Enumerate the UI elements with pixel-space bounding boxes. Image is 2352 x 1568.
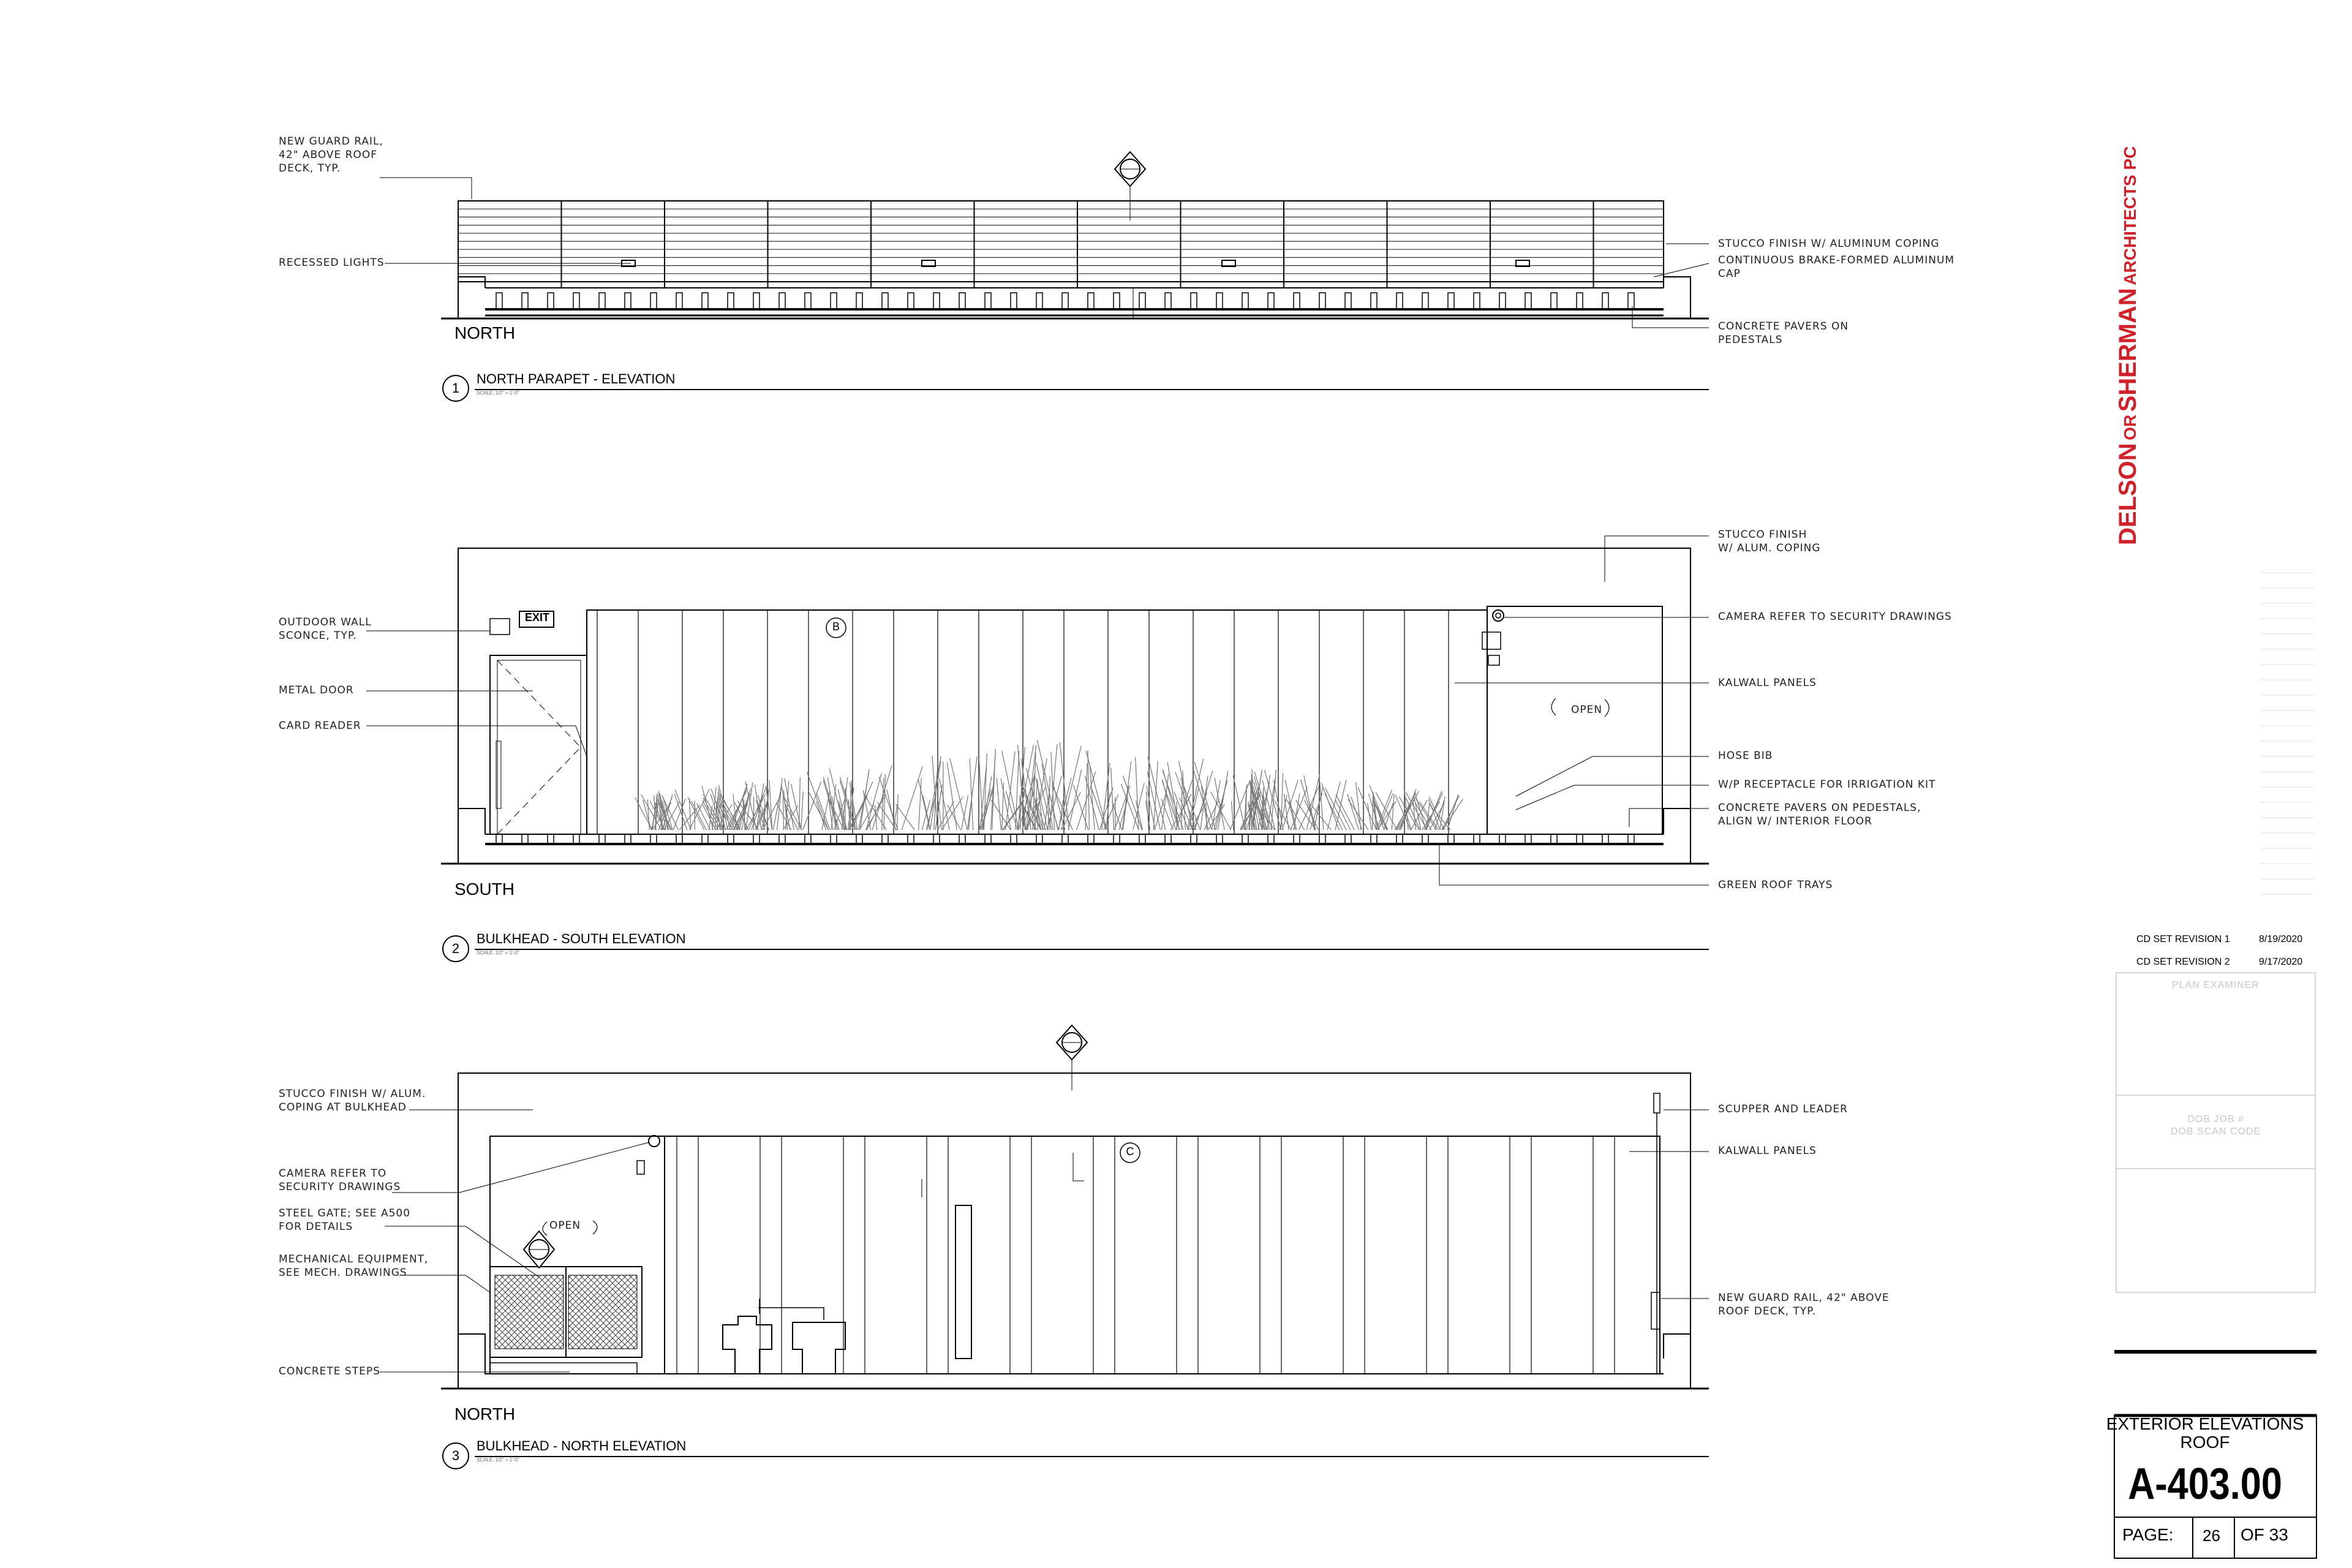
grass-blade (923, 796, 930, 830)
paver-pedestal (805, 834, 811, 844)
paver-pedestal (959, 834, 965, 844)
paver-pedestal (1165, 834, 1171, 844)
grass-blade (884, 774, 886, 830)
note-recessed-lights: RECESSED LIGHTS (279, 257, 385, 269)
paver-pedestal (522, 834, 528, 844)
note-steel-gate: STEEL GATE; SEE A500 FOR DETAILS (279, 1207, 411, 1233)
drawing-number: 2 (442, 935, 469, 962)
paver-pedestal (1088, 293, 1094, 309)
note-concrete-steps: CONCRETE STEPS (279, 1365, 380, 1378)
grass-blade (997, 778, 1001, 830)
grass-blade (950, 758, 967, 830)
note-stucco-bulkhead: STUCCO FINISH W/ ALUM. COPING AT BULKHEAD (279, 1088, 426, 1114)
drawing-title: BULKHEAD - NORTH ELEVATION (477, 1438, 687, 1453)
grass-blade (1183, 771, 1185, 830)
paver-pedestal (1268, 834, 1274, 844)
paver-pedestal (1036, 293, 1042, 309)
direction-label: NORTH (454, 323, 516, 342)
paver-pedestal (1448, 834, 1454, 844)
grass-blade (1294, 793, 1300, 830)
paver-pedestal (779, 834, 785, 844)
note-receptacle: W/P RECEPTACLE FOR IRRIGATION KIT (1718, 778, 1936, 791)
dob-label: DOB JOB # DOB SCAN CODE (2170, 1114, 2261, 1137)
paver-pedestal (496, 293, 502, 309)
grass-blade (1085, 763, 1087, 830)
note-guard-rail: NEW GUARD RAIL, 42" ABOVE ROOF DECK, TYP. (279, 135, 383, 175)
sheet-number: A-403.00 (2128, 1460, 2282, 1509)
note-wall-sconce: OUTDOOR WALL SCONCE, TYP. (279, 616, 372, 642)
paver-pedestal (728, 834, 734, 844)
drawing-number: 1 (442, 375, 469, 402)
grass-blade (807, 772, 828, 830)
grass-blade (1051, 752, 1055, 830)
tag-c: C (1126, 1145, 1134, 1158)
paver-pedestal (1062, 293, 1068, 309)
grass-blade (1399, 797, 1419, 830)
grass-blade (1336, 794, 1354, 830)
drawing-scale: SCALE: 1/2" = 1'-0" (477, 950, 519, 956)
sheet-title (2101, 1415, 2309, 1452)
exit-sign: EXIT (524, 611, 549, 624)
paver-pedestal (1602, 834, 1608, 844)
paver-pedestal (753, 834, 760, 844)
paver-pedestal (1474, 834, 1480, 844)
paver-pedestal (650, 293, 657, 309)
paver-pedestal (599, 293, 605, 309)
paver-pedestal (496, 834, 502, 844)
paver-pedestal (779, 293, 785, 309)
grass-blade (1319, 777, 1324, 830)
grass-blade (1322, 783, 1340, 830)
grass-blade (1111, 768, 1114, 830)
grass-blade (647, 799, 649, 830)
paver-pedestal (1165, 293, 1171, 309)
grass-blade (1358, 788, 1376, 830)
paver-pedestal (548, 293, 554, 309)
paver-pedestal (1551, 834, 1557, 844)
paver-pedestal (959, 293, 965, 309)
grass-blade (1163, 780, 1176, 830)
paver-pedestal (676, 834, 682, 844)
paver-pedestal (1191, 834, 1197, 844)
paver-pedestal (1628, 834, 1634, 844)
paver-pedestal (650, 834, 657, 844)
sheet-title-line2: ROOF (2180, 1433, 2230, 1452)
paver-pedestal (985, 293, 991, 309)
grass-blade (675, 790, 691, 830)
paver-pedestal (1422, 293, 1428, 309)
note-mechanical: MECHANICAL EQUIPMENT, SEE MECH. DRAWINGS (279, 1253, 429, 1279)
paver-pedestal (1114, 834, 1120, 844)
bulkhead-south-elevation (366, 536, 1709, 949)
paver-pedestal (522, 293, 528, 309)
paver-pedestal (1011, 834, 1017, 844)
tag-b: B (832, 620, 840, 633)
north-parapet-elevation (380, 178, 1709, 390)
note-concrete-pavers: CONCRETE PAVERS ON PEDESTALS (1718, 320, 1849, 346)
paver-pedestal (573, 293, 579, 309)
grass-blade (1280, 796, 1286, 830)
paver-pedestal (1062, 834, 1068, 844)
paver-pedestal (856, 293, 862, 309)
grass-blade (942, 797, 963, 830)
paver-pedestal (1216, 834, 1223, 844)
grass-blade (1233, 775, 1245, 830)
firm-name-part3: SHERMAN (2114, 288, 2141, 412)
paver-pedestal (1139, 834, 1145, 844)
paver-pedestal (985, 834, 991, 844)
firm-name-part4: ARCHITECTS PC (2120, 146, 2139, 285)
paver-pedestal (1319, 293, 1325, 309)
paver-pedestal (933, 293, 940, 309)
paver-pedestal (625, 293, 631, 309)
grass-blade (1002, 751, 1019, 830)
paver-pedestal (1242, 293, 1248, 309)
note-green-roof: GREEN ROOF TRAYS (1718, 879, 1833, 891)
paver-pedestal (805, 293, 811, 309)
drawing-title: NORTH PARAPET - ELEVATION (477, 371, 676, 386)
paver-pedestal (1371, 293, 1377, 309)
paver-pedestal (1474, 293, 1480, 309)
paver-pedestal (1577, 293, 1583, 309)
paver-pedestal (831, 293, 837, 309)
grass-blade (692, 801, 706, 830)
note-kalwall: KALWALL PANELS (1718, 677, 1817, 689)
open-label: OPEN (1571, 704, 1603, 716)
paver-pedestal (933, 834, 940, 844)
direction-label: SOUTH (454, 880, 514, 899)
grass-blade (1291, 786, 1307, 830)
grass-blade (897, 794, 899, 830)
paver-pedestal (1345, 834, 1351, 844)
paver-pedestal (1216, 293, 1223, 309)
note-stucco-finish: STUCCO FINISH W/ ALUM. COPING (1718, 529, 1821, 554)
paver-pedestal (1114, 293, 1120, 309)
page-total: OF 33 (2241, 1525, 2288, 1544)
paver-pedestal (1268, 293, 1274, 309)
paver-pedestal (1088, 834, 1094, 844)
paver-pedestal (1139, 293, 1145, 309)
grass-blade (1351, 797, 1362, 830)
paver-pedestal (1345, 293, 1351, 309)
paver-pedestal (1191, 293, 1197, 309)
paver-pedestal (1319, 834, 1325, 844)
paver-pedestal (1422, 834, 1428, 844)
bulkhead-north-elevation (380, 1047, 1709, 1457)
note-aluminum-cap: CONTINUOUS BRAKE-FORMED ALUMINUM CAP (1718, 254, 1955, 280)
revision-2-label: CD SET REVISION 2 (2136, 957, 2230, 967)
paver-pedestal (753, 293, 760, 309)
paver-pedestal (831, 834, 837, 844)
grass-blade (1442, 799, 1463, 830)
grass-blade (1042, 764, 1053, 830)
note-card-reader: CARD READER (279, 720, 361, 732)
paver-pedestal (728, 293, 734, 309)
revision-1-date: 8/19/2020 (2259, 934, 2303, 944)
firm-name-part1: DELSON (2114, 443, 2141, 545)
note-metal-door: METAL DOOR (279, 684, 354, 696)
paver-pedestal (1036, 834, 1042, 844)
paver-pedestal (1551, 293, 1557, 309)
page-label: PAGE: (2122, 1525, 2174, 1544)
note-camera: CAMERA REFER TO SECURITY DRAWINGS (279, 1167, 401, 1193)
paver-pedestal (908, 293, 914, 309)
title-block-frame (2114, 573, 2316, 1558)
grass-blade (1447, 794, 1458, 830)
drawing-number: 3 (442, 1442, 469, 1469)
grass-blade (690, 789, 710, 830)
grass-blade (1147, 792, 1149, 830)
paver-pedestal (1294, 834, 1300, 844)
revision-2-date: 9/17/2020 (2259, 957, 2303, 967)
grass-blade (777, 803, 791, 830)
paver-pedestal (676, 293, 682, 309)
sheet-title-line1: EXTERIOR ELEVATIONS (2106, 1414, 2304, 1433)
note-kalwall: KALWALL PANELS (1718, 1145, 1817, 1157)
page-number: 26 (2203, 1526, 2220, 1545)
grass-blade (689, 799, 690, 830)
paver-pedestal (1525, 293, 1531, 309)
paver-pedestal (1396, 293, 1403, 309)
grass-blade (962, 795, 968, 830)
paver-pedestal (702, 293, 708, 309)
revision-1-label: CD SET REVISION 1 (2136, 934, 2230, 944)
grass-blade (932, 756, 938, 830)
grass-blade (895, 804, 914, 830)
grass-blade (887, 790, 895, 830)
paver-pedestal (548, 834, 554, 844)
paver-pedestal (1011, 293, 1017, 309)
paver-pedestal (1396, 834, 1403, 844)
grass-blade (803, 782, 821, 830)
note-hose-bib: HOSE BIB (1718, 750, 1773, 762)
grass-blade (755, 801, 767, 830)
grass-blade (1115, 785, 1130, 830)
open-label: OPEN (549, 1219, 581, 1232)
paver-pedestal (1499, 293, 1506, 309)
drawing-scale: SCALE: 1/2" = 1'-0" (477, 1457, 519, 1463)
note-stucco-coping: STUCCO FINISH W/ ALUMINUM COPING (1718, 238, 1940, 250)
paver-pedestal (702, 834, 708, 844)
firm-name-part2: OR (2120, 414, 2139, 440)
paver-pedestal (882, 293, 888, 309)
paver-pedestal (599, 834, 605, 844)
paver-pedestal (1294, 293, 1300, 309)
paver-pedestal (882, 834, 888, 844)
grass-blade (1348, 794, 1359, 830)
direction-label: NORTH (454, 1404, 516, 1423)
paver-pedestal (1577, 834, 1583, 844)
grass-blade (764, 799, 765, 830)
note-scupper: SCUPPER AND LEADER (1718, 1103, 1848, 1115)
grass-blade (1416, 799, 1437, 830)
note-pavers-pedestals: CONCRETE PAVERS ON PEDESTALS, ALIGN W/ INTERIOR FLOOR (1718, 802, 1921, 827)
paver-pedestal (1448, 293, 1454, 309)
paver-pedestal (1602, 293, 1608, 309)
grass-blade (1335, 780, 1346, 830)
note-guard-rail: NEW GUARD RAIL, 42" ABOVE ROOF DECK, TYP. (1718, 1292, 1890, 1317)
grass-blade (801, 791, 804, 830)
paver-pedestal (1371, 834, 1377, 844)
grass-blade (970, 759, 973, 830)
note-camera: CAMERA REFER TO SECURITY DRAWINGS (1718, 611, 1952, 623)
grass-blade (1194, 771, 1212, 830)
paver-pedestal (625, 834, 631, 844)
paver-pedestal (1242, 834, 1248, 844)
plan-examiner-label: PLAN EXAMINER (2172, 980, 2260, 990)
paver-pedestal (856, 834, 862, 844)
paver-pedestal (1525, 834, 1531, 844)
grass-blade (1062, 792, 1081, 830)
paver-pedestal (1499, 834, 1506, 844)
drawing-title: BULKHEAD - SOUTH ELEVATION (477, 931, 686, 946)
paver-pedestal (908, 834, 914, 844)
drawing-scale: SCALE: 1/2" = 1'-0" (477, 390, 519, 396)
paver-pedestal (1628, 293, 1634, 309)
firm-name (2114, 0, 2145, 545)
paver-pedestal (573, 834, 579, 844)
